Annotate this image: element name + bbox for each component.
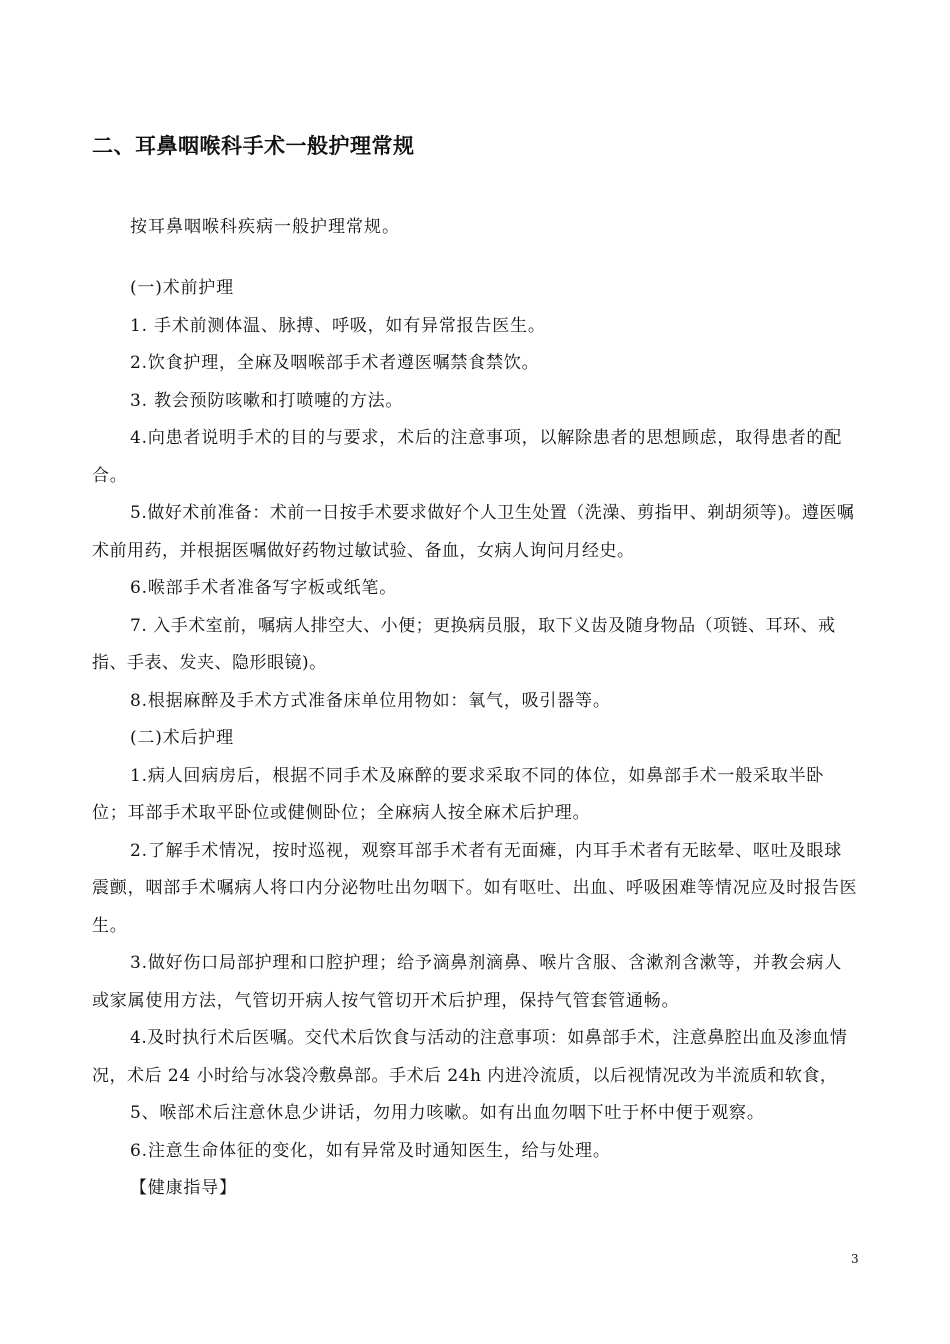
- page-number: 3: [851, 1252, 859, 1266]
- subheading-preop: (一)术前护理: [130, 278, 234, 298]
- paragraph: 6.注意生命体征的变化，如有异常及时通知医生，给与处理。: [130, 1140, 611, 1161]
- paragraph: 3.做好伤口局部护理和口腔护理；给予滴鼻剂滴鼻、喉片含服、含漱剂含漱等，并教会病人或家属使用方法，气管切开病人按气管切开术后护理，保持气管套管通畅。: [92, 953, 843, 1011]
- paragraph: 5.做好术前准备：术前一日按手术要求做好个人卫生处置（洗澡、剪指甲、剃胡须等)。遵医嘱术前用药，并根据医嘱做好药物过敏试验、备血，女病人询问月经史。: [92, 503, 855, 561]
- subheading-postop: (二)术后护理: [130, 728, 234, 748]
- paragraph: 6.喉部手术者准备写字板或纸笔。: [130, 578, 398, 598]
- paragraph: 2.了解手术情况，按时巡视，观察耳部手术者有无面瘫，内耳手术者有无眩晕、呕吐及眼球震颤，咽部手术嘱病人将口内分泌物吐出勿咽下。如有呕吐、出血、呼吸困难等情况应及时报告医生。: [92, 840, 858, 936]
- paragraph: 4.向患者说明手术的目的与要求，术后的注意事项，以解除患者的思想顾虑，取得患者的配合。: [92, 428, 843, 486]
- paragraph: 1. 手术前测体温、脉搏、呼吸，如有异常报告医生。: [130, 315, 546, 336]
- paragraph: 1.病人回病房后，根据不同手术及麻醉的要求采取不同的体位，如鼻部手术一般采取半卧位；耳部手术取平卧位或健侧卧位；全麻病人按全麻术后护理。: [92, 765, 825, 823]
- subheading-health-guidance: 【健康指导】: [130, 1178, 237, 1198]
- document-body: [92, 270, 858, 1208]
- paragraph: 7. 入手术室前，嘱病人排空大、小便；更换病员服，取下义齿及随身物品（项链、耳环、戒指、手表、发夹、隐形眼镜)。: [92, 615, 836, 673]
- paragraph: 2.饮食护理，全麻及咽喉部手术者遵医嘱禁食禁饮。: [130, 353, 540, 373]
- paragraph: 3. 教会预防咳嗽和打喷嚏的方法。: [130, 390, 404, 411]
- paragraph: 5、喉部术后注意休息少讲话，勿用力咳嗽。如有出血勿咽下吐于杯中便于观察。: [130, 1103, 765, 1123]
- intro-paragraph: 按耳鼻咽喉科疾病一般护理常规。: [130, 217, 400, 237]
- paragraph: 4.及时执行术后医嘱。交代术后饮食与活动的注意事项：如鼻部手术，注意鼻腔出血及渗血情况，术后 24 小时给与冰袋冷敷鼻部。手术后 24h 内进冷流质，以后视情况改为半流质和软食，: [92, 1028, 848, 1086]
- paragraph: 8.根据麻醉及手术方式准备床单位用物如：氧气，吸引器等。: [130, 690, 611, 711]
- section-heading: 二、耳鼻咽喉科手术一般护理常规: [92, 134, 415, 158]
